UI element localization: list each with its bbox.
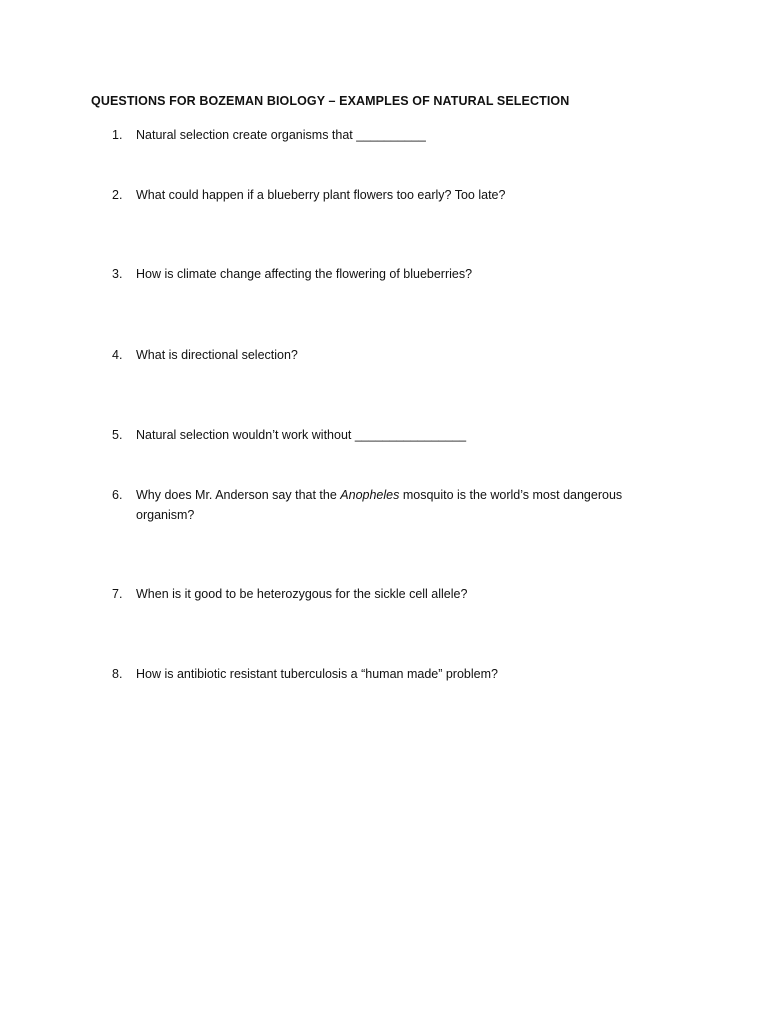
- question-text: How is antibiotic resistant tuberculosis a “human made” problem?: [136, 667, 498, 681]
- question-number: 6.: [112, 488, 123, 502]
- question-number: 1.: [112, 128, 123, 142]
- question-number: 2.: [112, 188, 123, 202]
- question-number: 4.: [112, 348, 123, 362]
- question-text-before: Why does Mr. Anderson say that the: [136, 488, 341, 502]
- question-number: 3.: [112, 267, 123, 281]
- question-text: What could happen if a blueberry plant flowers too early? Too late?: [136, 188, 506, 202]
- question-text: Natural selection wouldn’t work without ________________: [136, 428, 467, 442]
- question-number: 5.: [112, 428, 123, 442]
- question-number: 7.: [112, 587, 123, 601]
- question-text-after: mosquito is the world’s most dangerous organism?: [136, 488, 623, 522]
- question-text: [136, 485, 652, 525]
- question-number: 8.: [112, 667, 123, 681]
- species-name-italic: Anopheles: [340, 488, 400, 502]
- worksheet-title: QUESTIONS FOR BOZEMAN BIOLOGY – EXAMPLES OF NATURAL SELECTION: [91, 94, 570, 108]
- question-text: When is it good to be heterozygous for the sickle cell allele?: [136, 587, 468, 601]
- question-text: What is directional selection?: [136, 348, 298, 362]
- question-text: Natural selection create organisms that __________: [136, 128, 426, 142]
- question-text: How is climate change affecting the flowering of blueberries?: [136, 267, 473, 281]
